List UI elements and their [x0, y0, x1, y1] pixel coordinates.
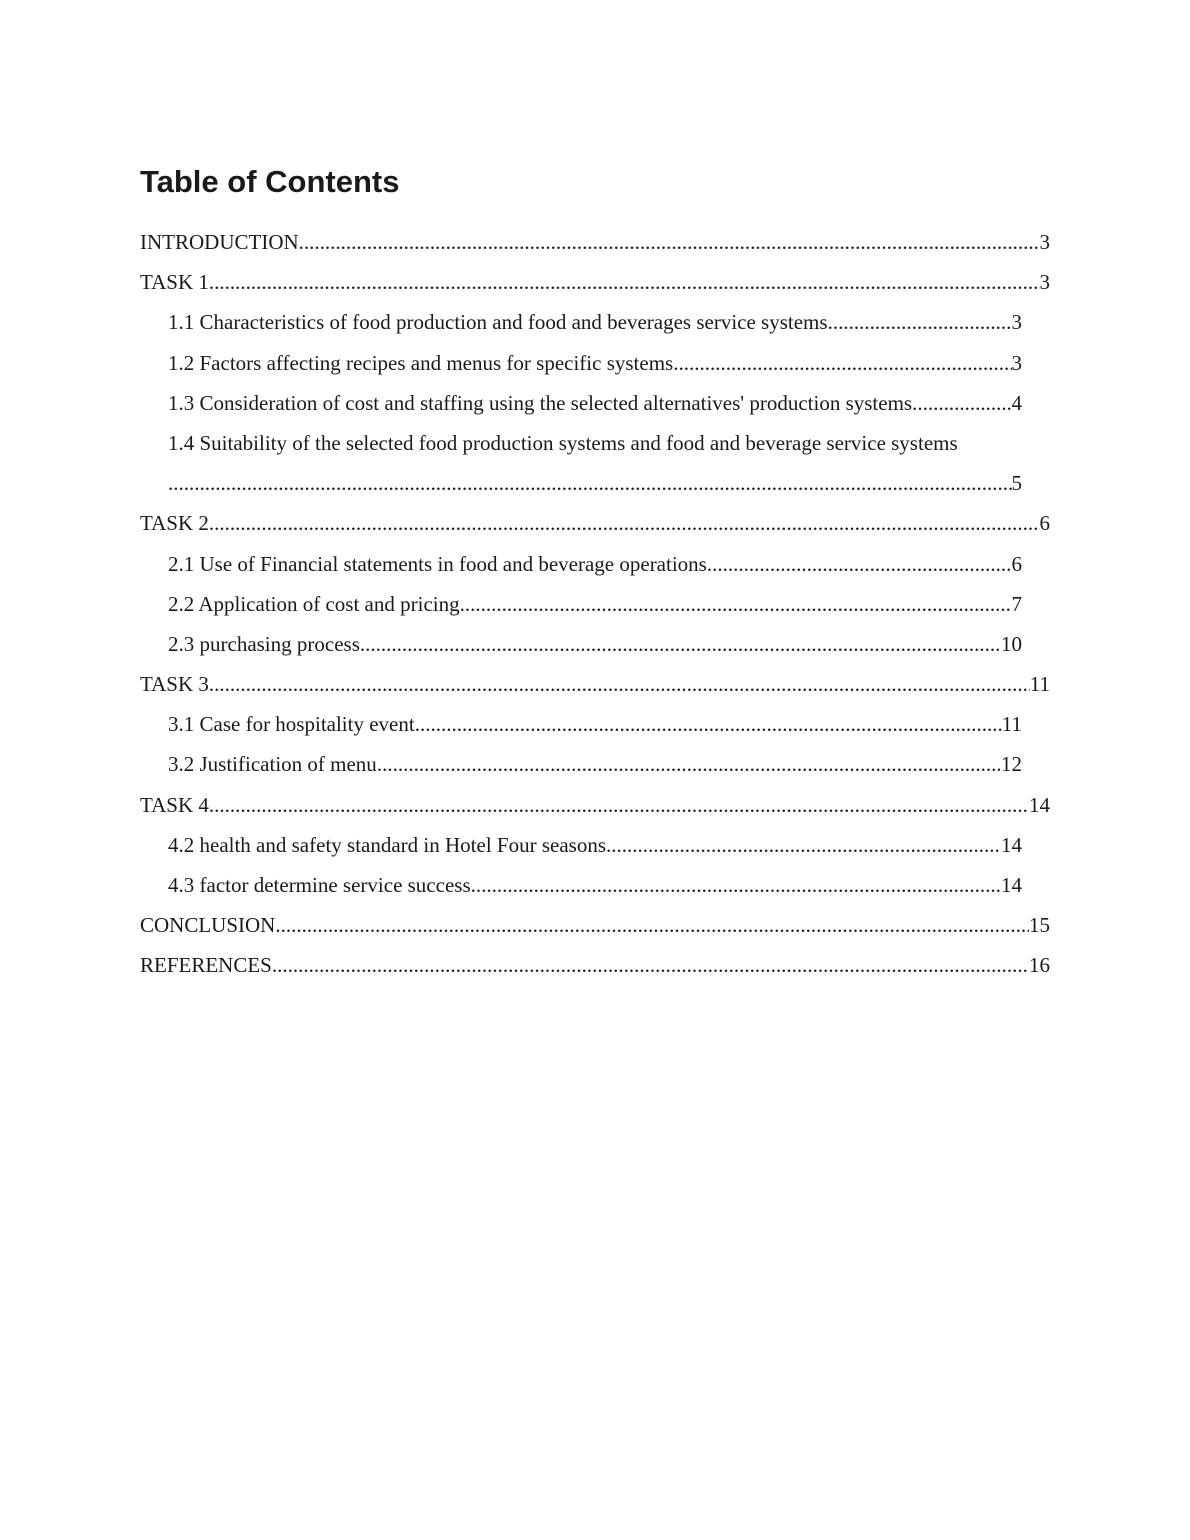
toc-entry-3-2[interactable]	[168, 744, 1022, 784]
toc-entry-text: 1.4 Suitability of the selected food production systems and food and beverage service systems	[168, 430, 958, 455]
toc-entry-1-1[interactable]	[168, 302, 1022, 342]
toc-leader-dots	[168, 463, 1012, 503]
toc-entry-3-1[interactable]	[168, 704, 1022, 744]
toc-entry-text: 1.2 Factors affecting recipes and menus for specific systems	[168, 350, 674, 375]
toc-page-number: 3	[1011, 310, 1022, 335]
toc-entry-text: INTRODUCTION	[140, 230, 299, 254]
toc-leader-dots	[606, 825, 1001, 865]
toc-entry-text: CONCLUSION	[140, 913, 276, 938]
toc-page-number: 5	[1011, 471, 1022, 496]
toc-leader-dots	[209, 262, 1040, 302]
toc-entry-text: 1.1 Characteristics of food production and food and beverages service systems	[168, 310, 828, 335]
toc-leader-dots	[673, 343, 1011, 383]
toc-leader-dots	[360, 624, 1001, 664]
toc-leader-dots	[299, 222, 1040, 262]
toc-entry-4-2[interactable]	[168, 825, 1022, 865]
toc-entry-1-3[interactable]	[168, 383, 1022, 423]
toc-page-number: 10	[1001, 631, 1022, 656]
toc-entry-text: 3.1 Case for hospitality event	[168, 712, 415, 737]
toc-leader-dots	[707, 544, 1012, 584]
toc-page-number: 14	[1001, 832, 1022, 857]
toc-leader-dots	[377, 744, 1001, 784]
toc-entry-text: 3.2 Justification of menu	[168, 752, 377, 777]
toc-entry-task-1[interactable]	[140, 262, 1050, 302]
toc-page-number: 6	[1039, 511, 1050, 536]
toc-page-number: 3	[1039, 230, 1050, 254]
toc-entry-4-3[interactable]	[168, 865, 1022, 905]
toc-leader-dots	[828, 302, 1012, 342]
toc-leader-dots	[272, 945, 1029, 985]
toc-leader-dots	[209, 664, 1030, 704]
toc-entry-task-2[interactable]	[140, 503, 1050, 543]
toc-entry-1-4[interactable]	[168, 423, 1050, 463]
toc-page-number: 4	[1011, 390, 1022, 415]
toc-entry-text: 4.3 factor determine service success	[168, 873, 471, 897]
toc-page-number: 14	[1001, 873, 1022, 897]
toc-leader-dots	[917, 383, 1011, 423]
toc-leader-dots	[209, 785, 1029, 825]
toc-page-number: 16	[1029, 953, 1050, 978]
toc-entry-text: TASK 4	[140, 792, 209, 817]
toc-leader-dots	[460, 584, 1012, 624]
toc-entry-task-4[interactable]	[140, 785, 1050, 825]
toc-heading: Table of Contents	[140, 164, 400, 199]
toc-list	[140, 222, 1050, 986]
toc-entry-2-3[interactable]	[168, 624, 1022, 664]
toc-entry-1-2[interactable]	[168, 343, 1022, 383]
toc-page-number: 3	[1011, 350, 1022, 375]
toc-entry-text: 4.2 health and safety standard in Hotel Four seasons	[168, 832, 606, 857]
toc-page-number: 11	[1001, 712, 1022, 737]
toc-page-number: 6	[1011, 551, 1022, 576]
toc-entry-1-4-continued[interactable]	[168, 463, 1022, 503]
toc-leader-dots	[471, 865, 1001, 905]
toc-page-number: 7	[1011, 591, 1022, 616]
toc-entry-introduction[interactable]	[140, 222, 1050, 262]
toc-leader-dots	[415, 704, 1002, 744]
toc-entry-text: 2.1 Use of Financial statements in food and beverage operations	[168, 551, 707, 576]
toc-entry-text: TASK 2	[140, 511, 209, 536]
toc-entry-references[interactable]	[140, 945, 1050, 985]
toc-entry-text: 2.3 purchasing process	[168, 631, 360, 656]
toc-page-number: 12	[1001, 752, 1022, 777]
toc-page-number: 11	[1029, 672, 1050, 697]
toc-entry-text: 1.3 Consideration of cost and staffing using the selected alternatives' production systems.	[168, 390, 918, 415]
toc-leader-dots	[275, 905, 1029, 945]
toc-page-number: 3	[1039, 270, 1050, 295]
toc-entry-conclusion[interactable]	[140, 905, 1050, 945]
toc-entry-text: TASK 1	[140, 270, 209, 295]
toc-page-number: 15	[1029, 913, 1050, 938]
toc-entry-2-2[interactable]	[168, 584, 1022, 624]
toc-entry-text: REFERENCES	[140, 953, 272, 978]
toc-entry-text: 2.2 Application of cost and pricing	[168, 591, 460, 616]
toc-entry-task-3[interactable]	[140, 664, 1050, 704]
toc-entry-2-1[interactable]	[168, 544, 1022, 584]
toc-leader-dots	[209, 503, 1040, 543]
toc-page-number: 14	[1029, 792, 1050, 817]
toc-entry-text: TASK 3	[140, 672, 209, 697]
